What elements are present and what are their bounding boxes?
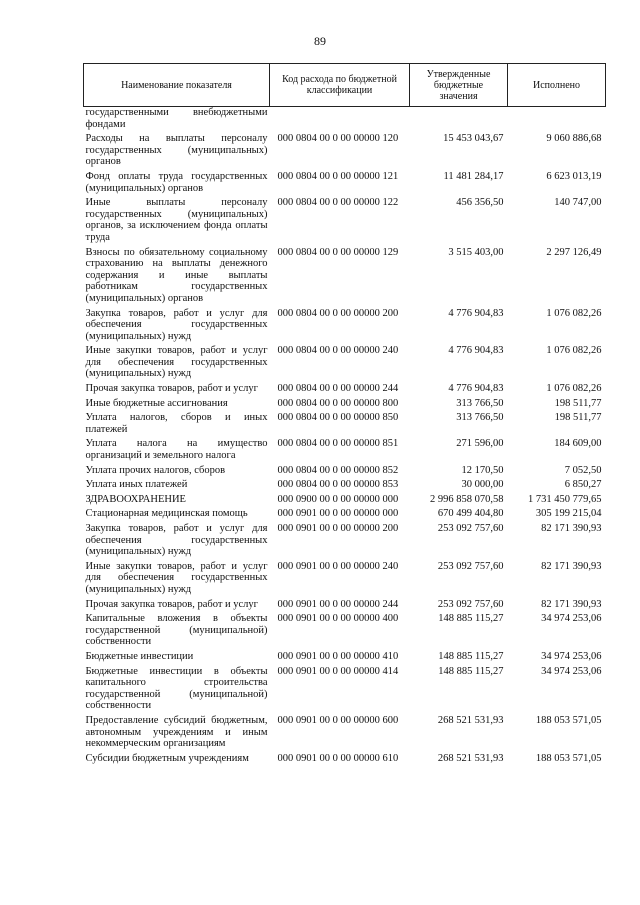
row-executed: 9 060 886,68 <box>546 133 602 145</box>
table-row <box>84 171 606 197</box>
table-row <box>84 561 606 599</box>
row-approved: 148 885 115,27 <box>438 650 504 662</box>
row-code: 000 0900 00 0 00 00000 000 <box>277 493 399 505</box>
table-row <box>84 613 606 651</box>
row-approved: 11 481 284,17 <box>443 170 504 182</box>
row-executed: 6 623 013,19 <box>546 170 602 182</box>
row-approved: 268 521 531,93 <box>437 752 504 764</box>
table-row <box>84 753 606 768</box>
row-approved: 4 776 904,83 <box>448 345 504 357</box>
row-executed: 82 171 390,93 <box>541 523 602 534</box>
table-row <box>84 465 606 480</box>
row-approved: 4 776 904,83 <box>448 307 504 319</box>
row-approved: 15 453 043,67 <box>443 133 504 145</box>
table-row <box>84 107 606 134</box>
row-approved: 148 885 115,27 <box>438 613 504 625</box>
row-approved: 670 499 404,80 <box>437 508 504 520</box>
row-approved: 2 996 858 070,58 <box>430 493 504 505</box>
table-row <box>84 308 606 346</box>
row-executed <box>508 107 606 134</box>
row-name: Иные закупки товаров, работ и услуг для обеспечения государственных (муниципальных) нужд <box>85 345 268 380</box>
header-expense-code: Код расхода по бюджетной классификации <box>270 64 410 107</box>
row-name: Бюджетные инвестиции в объекты капитального строительства государственной (муниципальной) собственности <box>85 665 268 712</box>
row-executed: 188 053 571,05 <box>535 752 602 764</box>
row-code: 000 0804 00 0 00 00000 851 <box>277 438 399 450</box>
row-executed: 82 171 390,93 <box>541 598 602 610</box>
row-name: Прочая закупка товаров, работ и услуг <box>85 598 258 610</box>
row-name: Прочая закупка товаров, работ и услуг <box>85 383 258 395</box>
row-executed: 82 171 390,93 <box>541 560 602 572</box>
row-name: Уплата прочих налогов, сборов <box>85 464 226 476</box>
row-name: Иные выплаты персоналу государственных (муниципальных) органов, за исключением фонда оплаты труда <box>85 197 268 243</box>
row-name: Взносы по обязательному социальному страхованию на выплаты денежного содержания и иные выплаты работникам государственных (муниципальных) органов <box>85 246 268 304</box>
row-executed: 1 076 082,26 <box>546 345 602 357</box>
table-row <box>84 508 606 523</box>
row-name: Бюджетные инвестиции <box>85 650 194 662</box>
row-approved: 271 596,00 <box>456 438 504 450</box>
row-executed: 34 974 253,06 <box>541 613 602 625</box>
row-name: Иные закупки товаров, работ и услуг для обеспечения государственных (муниципальных) нужд <box>85 560 268 595</box>
table-row <box>84 133 606 171</box>
row-code: 000 0804 00 0 00 00000 244 <box>277 383 399 395</box>
row-name: Фонд оплаты труда государственных (муниципальных) органов <box>85 170 268 194</box>
table-row <box>84 398 606 413</box>
row-code <box>270 107 410 134</box>
row-name: Уплата иных платежей <box>85 479 188 491</box>
row-name: Уплата налога на имущество организаций и земельного налога <box>85 438 268 462</box>
row-executed: 2 297 126,49 <box>546 246 602 258</box>
row-name: Субсидии бюджетным учреждениям <box>85 752 249 764</box>
row-code: 000 0804 00 0 00 00000 800 <box>277 397 399 409</box>
row-code: 000 0901 00 0 00 00000 240 <box>277 560 399 572</box>
row-executed: 305 199 215,04 <box>535 508 602 520</box>
row-approved: 268 521 531,93 <box>437 714 504 726</box>
row-executed: 34 974 253,06 <box>541 665 602 677</box>
row-executed: 198 511,77 <box>554 412 602 424</box>
header-executed: Исполнено <box>508 64 606 107</box>
row-name: государственными внебюджетными фондами <box>85 107 268 130</box>
row-executed: 1 731 450 779,65 <box>528 493 602 505</box>
table-row <box>84 599 606 614</box>
row-code: 000 0901 00 0 00 00000 244 <box>277 598 399 610</box>
row-code: 000 0804 00 0 00 00000 850 <box>277 412 399 424</box>
header-approved-values: Утвержденные бюджетные значения <box>410 64 508 107</box>
row-approved: 313 766,50 <box>456 412 504 424</box>
row-code: 000 0804 00 0 00 00000 240 <box>277 345 399 357</box>
row-approved: 253 092 757,60 <box>437 598 504 610</box>
table-row <box>84 479 606 494</box>
row-approved: 3 515 403,00 <box>448 246 504 258</box>
page-number: 89 <box>314 34 326 48</box>
row-code: 000 0804 00 0 00 00000 852 <box>277 464 399 476</box>
row-executed: 1 076 082,26 <box>546 383 602 395</box>
budget-table <box>83 63 606 767</box>
row-code: 000 0901 00 0 00 00000 000 <box>277 508 399 520</box>
table-row <box>84 494 606 509</box>
row-code: 000 0901 00 0 00 00000 610 <box>277 752 399 764</box>
row-code: 000 0901 00 0 00 00000 414 <box>277 665 399 677</box>
row-code: 000 0804 00 0 00 00000 121 <box>277 170 399 182</box>
row-approved: 253 092 757,60 <box>437 560 504 572</box>
row-approved: 4 776 904,83 <box>448 383 504 395</box>
row-code: 000 0804 00 0 00 00000 853 <box>277 479 399 491</box>
row-code: 000 0804 00 0 00 00000 129 <box>277 246 399 258</box>
row-name: Иные бюджетные ассигнования <box>85 397 228 409</box>
row-approved: 30 000,00 <box>461 479 504 491</box>
row-approved: 313 766,50 <box>456 397 504 409</box>
row-name: Предоставление субсидий бюджетным, автономным учреждениям и иным некоммерческим организациям <box>85 714 268 750</box>
row-name: Стационарная медицинская помощь <box>85 508 248 520</box>
row-approved: 253 092 757,60 <box>437 523 504 534</box>
table-row <box>84 651 606 666</box>
table-row <box>84 438 606 464</box>
row-name: Расходы на выплаты персоналу государственных (муниципальных) органов <box>85 133 268 168</box>
row-executed: 198 511,77 <box>554 397 602 409</box>
row-name: ЗДРАВООХРАНЕНИЕ <box>85 493 186 505</box>
table-row <box>84 197 606 246</box>
row-approved: 148 885 115,27 <box>438 665 504 677</box>
table-row <box>84 523 606 561</box>
row-executed: 184 609,00 <box>554 438 602 450</box>
table-row <box>84 247 606 308</box>
row-code: 000 0804 00 0 00 00000 200 <box>277 307 399 319</box>
row-approved: 456 356,50 <box>456 197 504 209</box>
row-name: Капитальные вложения в объекты государственной (муниципальной) собственности <box>85 613 268 648</box>
row-code: 000 0804 00 0 00 00000 122 <box>277 197 399 209</box>
row-executed: 6 850,27 <box>564 479 602 491</box>
table-row <box>84 715 606 753</box>
row-executed: 1 076 082,26 <box>546 307 602 319</box>
row-name: Уплата налогов, сборов и иных платежей <box>85 412 268 435</box>
row-code: 000 0804 00 0 00 00000 120 <box>277 133 399 145</box>
row-executed: 7 052,50 <box>564 464 602 476</box>
row-code: 000 0901 00 0 00 00000 200 <box>277 523 399 534</box>
row-code: 000 0901 00 0 00 00000 410 <box>277 650 399 662</box>
table-header-row <box>84 64 606 107</box>
row-executed: 188 053 571,05 <box>535 714 602 726</box>
row-name: Закупка товаров, работ и услуг для обеспечения государственных (муниципальных) нужд <box>85 523 268 558</box>
header-indicator-name: Наименование показателя <box>84 64 270 107</box>
row-approved: 12 170,50 <box>461 464 504 476</box>
row-executed: 34 974 253,06 <box>541 650 602 662</box>
row-executed: 140 747,00 <box>554 197 602 209</box>
table-row <box>84 666 606 715</box>
row-approved <box>410 107 508 134</box>
row-code: 000 0901 00 0 00 00000 400 <box>277 613 399 625</box>
table-row <box>84 383 606 398</box>
row-code: 000 0901 00 0 00 00000 600 <box>277 714 399 726</box>
table-row <box>84 412 606 438</box>
row-name: Закупка товаров, работ и услуг для обеспечения государственных (муниципальных) нужд <box>85 307 268 342</box>
table-row <box>84 345 606 383</box>
